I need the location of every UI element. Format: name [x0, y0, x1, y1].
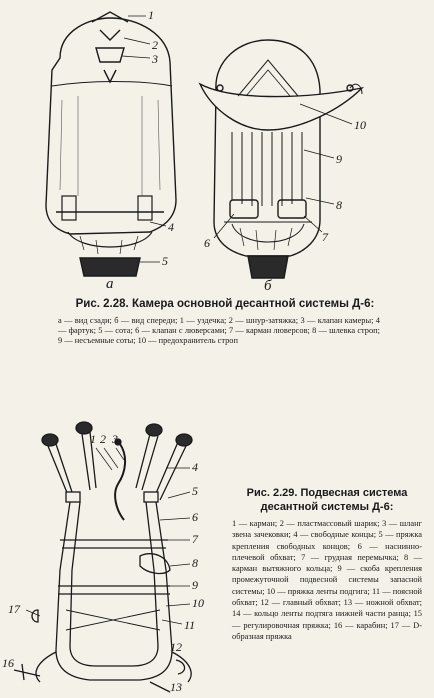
- figure-2-29-caption-title: Рис. 2.29. Подвесная система десантной системы Д-6:: [246, 487, 408, 513]
- figure-2-29: [0, 360, 434, 698]
- harness-callout-11: 11: [184, 618, 196, 632]
- harness-callout-2: 2: [100, 432, 106, 446]
- harness-callout-5: 5: [192, 484, 198, 498]
- harness-callout-6: 6: [192, 510, 198, 524]
- callout-a-2: 2: [152, 38, 158, 52]
- callout-a-5: 5: [162, 254, 168, 268]
- harness-callout-4: 4: [192, 460, 198, 474]
- callout-b-6: 6: [204, 236, 210, 250]
- figure-2-28-caption-title: Рис. 2.28. Камера основной десантной системы Д-6:: [75, 298, 375, 310]
- callout-b-9: 9: [336, 152, 342, 166]
- harness-callout-12: 12: [170, 640, 182, 654]
- harness-callout-1: 1: [90, 432, 96, 446]
- harness-callout-7: 7: [192, 532, 198, 546]
- harness-callout-17: 17: [8, 602, 20, 616]
- harness-callout-9: 9: [192, 578, 198, 592]
- callout-b-8: 8: [336, 198, 342, 212]
- view-a-label: а: [106, 276, 114, 292]
- harness-callout-3: 3: [112, 432, 118, 446]
- callout-b-7: 7: [322, 230, 328, 244]
- figure-2-29-caption-body: 1 — карман; 2 — пластмассовый шарик; 3 — шланг звена зачековки; 4 — свободные концы; 5 — пряжка крепления свободных концов; 6 — наснинно-плечевой обхват; 7 — грудная перемычка; 8 — карман вытяжного кольца; 9 — скоба крепления промежуточной подвесной системы запасной системы; 10 — пряжка ленты подгига; 11 — поясной обхват; 12 — главный обхват; 13 — ножной обхват; 14 — кольцо ленты подтяга нижней части ранца; 15 — регулировочная пряжка; 16 — карабин; 17 — D-образная пряжка: [232, 519, 422, 641]
- view-b-label: б: [264, 278, 272, 294]
- callout-a-3: 3: [152, 52, 158, 66]
- harness-callout-13: 13: [170, 680, 182, 694]
- callout-a-1: 1: [148, 8, 154, 22]
- harness-callout-16: 16: [2, 656, 14, 670]
- callout-b-10: 10: [354, 118, 366, 132]
- callout-a-4: 4: [168, 220, 174, 234]
- harness-callout-8: 8: [192, 556, 198, 570]
- camera-front-view-drawing: [0, 0, 434, 300]
- harness-callout-10: 10: [192, 596, 204, 610]
- figure-2-28-caption-body: а — вид сзади; б — вид спереди; 1 — уздечка; 2 — шнур-затяжка; 3 — клапан камеры; 4 — фартук; 5 — сота; 6 — клапан с люверсами; 7 — карман люверсов; 8 — шлевка строп; 9 — несъемные соты; 10 — предохранитель строп: [58, 316, 380, 346]
